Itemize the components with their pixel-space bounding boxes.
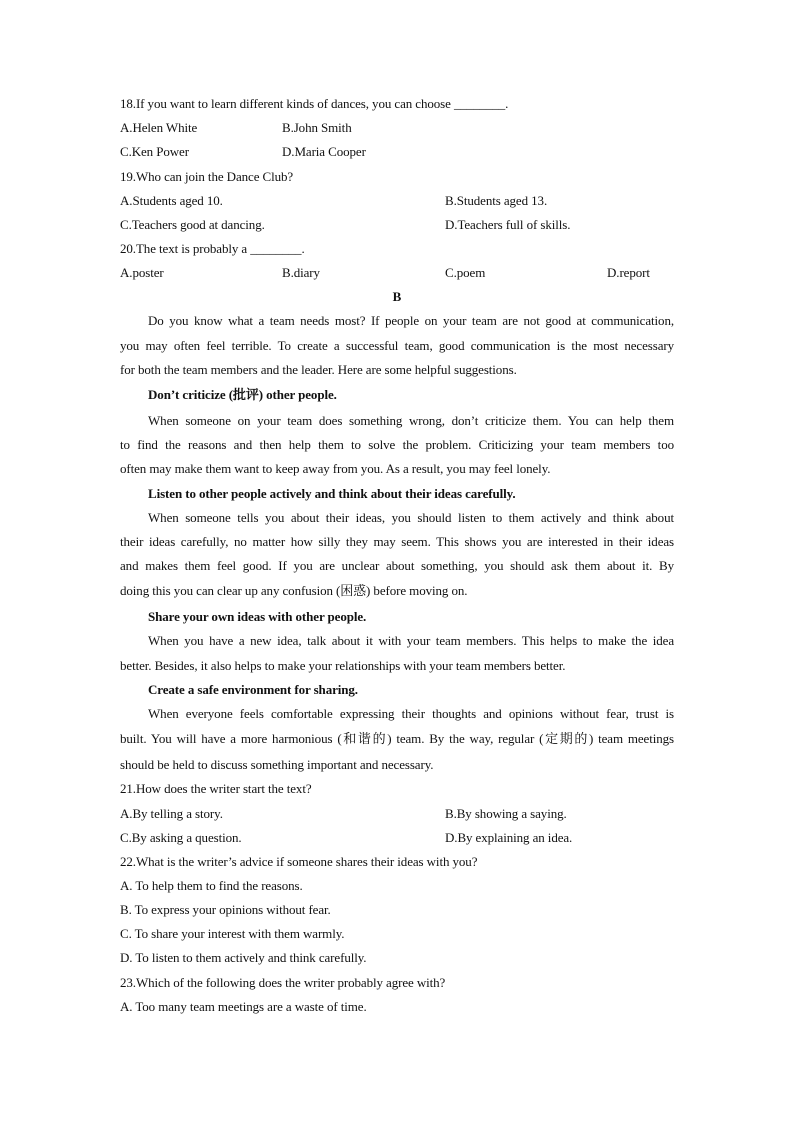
question-21-option-a: A.By telling a story.: [120, 806, 223, 821]
question-19-option-c: C.Teachers good at dancing.: [120, 217, 265, 232]
question-23-stem: 23.Which of the following does the writer probably agree with?: [120, 975, 446, 990]
passage-line: doing this you can clear up any confusion (困惑) before moving on.: [120, 583, 468, 598]
passage-line: to find the reasons and then help them to solve the problem. Criticizing your team members too: [120, 437, 674, 452]
question-22-option-d: D. To listen to them actively and think carefully.: [120, 950, 367, 965]
question-18-option-d: D.Maria Cooper: [282, 144, 366, 159]
question-20-option-d: D.report: [607, 265, 650, 280]
question-20-stem: 20.The text is probably a ________.: [120, 241, 305, 256]
passage-line: When everyone feels comfortable expressing their thoughts and opinions without fear, trust is: [148, 706, 674, 721]
passage-line: often may make them want to keep away from you. As a result, you may feel lonely.: [120, 461, 551, 476]
question-20-option-c: C.poem: [445, 265, 486, 280]
question-22-option-a: A. To help them to find the reasons.: [120, 878, 303, 893]
subheading-listen-actively: Listen to other people actively and think about their ideas carefully.: [148, 486, 516, 501]
question-19-option-b: B.Students aged 13.: [445, 193, 548, 208]
question-18-option-a: A.Helen White: [120, 120, 198, 135]
passage-line: built. You will have a more harmonious (和谐的) team. By the way, regular (定期的) team meetings: [120, 731, 674, 746]
question-21-option-b: B.By showing a saying.: [445, 806, 567, 821]
passage-line: When someone tells you about their ideas, you should listen to them actively and think about: [148, 510, 674, 525]
question-23-option-a: A. Too many team meetings are a waste of time.: [120, 999, 367, 1014]
question-20-option-b: B.diary: [282, 265, 320, 280]
question-21-option-d: D.By explaining an idea.: [445, 830, 573, 845]
section-b-heading: B: [392, 289, 402, 304]
question-18-option-c: C.Ken Power: [120, 144, 189, 159]
passage-line: When you have a new idea, talk about it with your team members. This helps to make the idea: [148, 633, 674, 648]
subheading-dont-criticize: Don’t criticize (批评) other people.: [148, 387, 337, 402]
question-22-option-b: B. To express your opinions without fear.: [120, 902, 331, 917]
passage-line: and makes them feel good. If you are unclear about something, you should ask them about it. By: [120, 558, 674, 573]
question-19-option-a: A.Students aged 10.: [120, 193, 223, 208]
passage-line: Do you know what a team needs most? If people on your team are not good at communication,: [148, 313, 674, 328]
question-21-stem: 21.How does the writer start the text?: [120, 781, 312, 796]
passage-line: for both the team members and the leader. Here are some helpful suggestions.: [120, 362, 517, 377]
passage-line: better. Besides, it also helps to make your relationships with your team members better.: [120, 658, 566, 673]
passage-line: should be held to discuss something important and necessary.: [120, 757, 434, 772]
question-21-option-c: C.By asking a question.: [120, 830, 242, 845]
question-18-option-b: B.John Smith: [282, 120, 352, 135]
question-19-option-d: D.Teachers full of skills.: [445, 217, 571, 232]
question-20-option-a: A.poster: [120, 265, 164, 280]
question-18-stem: 18.If you want to learn different kinds of dances, you can choose ________.: [120, 96, 509, 111]
question-19-stem: 19.Who can join the Dance Club?: [120, 169, 294, 184]
passage-line: you may often feel terrible. To create a successful team, good communication is the most necessary: [120, 338, 674, 353]
subheading-safe-environment: Create a safe environment for sharing.: [148, 682, 358, 697]
passage-line: When someone on your team does something wrong, don’t criticize them. You can help them: [148, 413, 674, 428]
subheading-share-ideas: Share your own ideas with other people.: [148, 609, 367, 624]
passage-line: their ideas carefully, no matter how silly they may seem. This shows you are interested in their ideas: [120, 534, 674, 549]
question-22-option-c: C. To share your interest with them warmly.: [120, 926, 345, 941]
question-22-stem: 22.What is the writer’s advice if someone shares their ideas with you?: [120, 854, 478, 869]
